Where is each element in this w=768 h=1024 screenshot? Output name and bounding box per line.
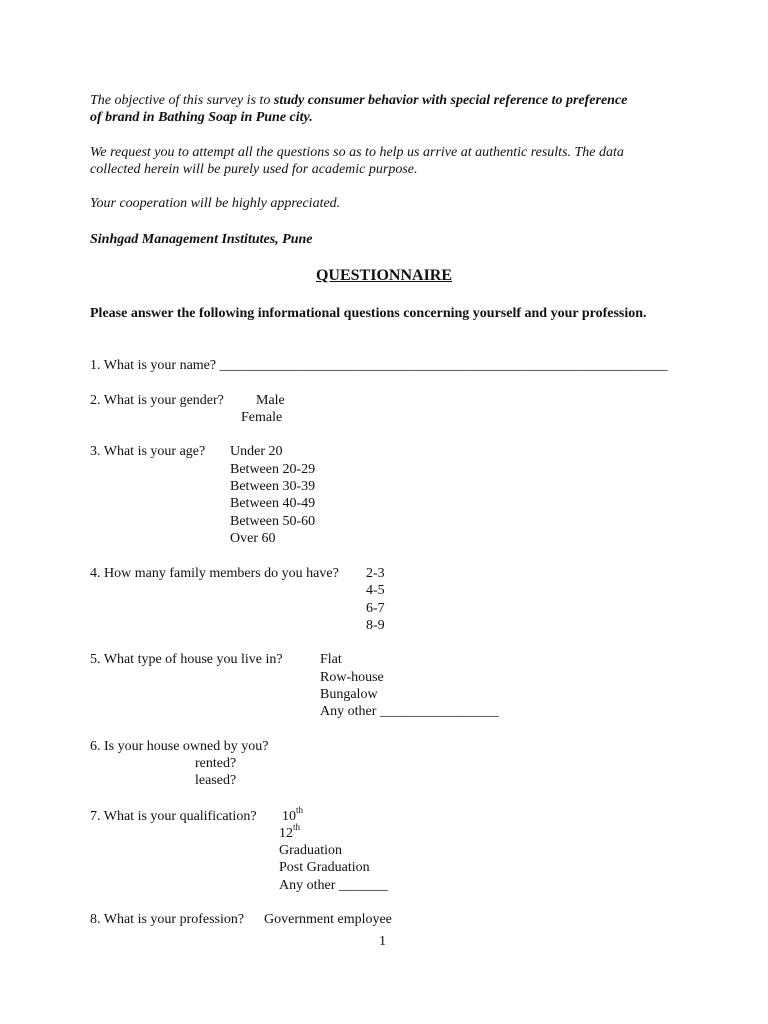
q4-option: 6-7 <box>366 601 385 616</box>
q5-option: Flat <box>320 652 342 667</box>
q7-option-12-sup: th <box>293 822 301 833</box>
q6-option: leased? <box>195 773 237 788</box>
institute-name: Sinhgad Management Institutes, Pune <box>90 232 313 247</box>
request-line-1: We request you to attempt all the questions so as to help us arrive at authentic results. The data <box>90 145 624 160</box>
objective-bold-2: of brand in Bathing Soap in Pune city. <box>90 110 313 125</box>
question-5: 5. What type of house you live in? <box>90 652 283 667</box>
question-2: 2. What is your gender? <box>90 393 224 408</box>
q7-option: Post Graduation <box>279 860 370 875</box>
q7-option-10-sup: th <box>296 805 304 816</box>
question-8: 8. What is your profession? <box>90 912 245 927</box>
q4-option: 8-9 <box>366 618 385 633</box>
q8-option: Government employee <box>264 912 392 927</box>
question-1: 1. What is your name? ________________________________________________________________ <box>90 358 668 373</box>
q7-option: Any other _______ <box>279 878 388 893</box>
q4-option: 2-3 <box>366 566 385 581</box>
request-line-2: collected herein will be purely used for academic purpose. <box>90 162 418 177</box>
page-title: QUESTIONNAIRE <box>315 267 453 284</box>
q7-option: Graduation <box>279 843 342 858</box>
q3-option: Between 50-60 <box>230 514 316 529</box>
q3-option: Between 20-29 <box>230 462 316 477</box>
q3-option: Between 40-49 <box>230 496 316 511</box>
cooperation-text: Your cooperation will be highly appreciated. <box>90 196 341 211</box>
q3-option: Between 30-39 <box>230 479 316 494</box>
instructions: Please answer the following informational questions concerning yourself and your profession. <box>90 306 647 321</box>
objective-bold-1: study consumer behavior with special reference to preference <box>273 93 628 108</box>
q5-option: Row-house <box>320 670 384 685</box>
q2-option: Female <box>241 410 283 425</box>
objective-prefix: The objective of this survey is to <box>90 93 274 108</box>
q3-option: Under 20 <box>230 444 283 459</box>
q5-option: Bungalow <box>320 687 378 702</box>
question-7: 7. What is your qualification? <box>90 809 257 824</box>
question-4: 4. How many family members do you have? <box>90 566 339 581</box>
q2-option: Male <box>256 393 285 408</box>
q6-option: rented? <box>195 756 237 771</box>
q7-option-12-base: 12 <box>279 826 293 841</box>
q5-option: Any other _________________ <box>320 704 499 719</box>
question-3: 3. What is your age? <box>90 444 206 459</box>
q7-option-12th <box>279 822 301 842</box>
q4-option: 4-5 <box>366 583 385 598</box>
q3-option: Over 60 <box>230 531 276 546</box>
page-number: 1 <box>379 934 386 949</box>
question-6: 6. Is your house owned by you? <box>90 739 269 754</box>
objective-line-1 <box>90 92 627 109</box>
q7-option-10-base: 10 <box>282 809 296 824</box>
